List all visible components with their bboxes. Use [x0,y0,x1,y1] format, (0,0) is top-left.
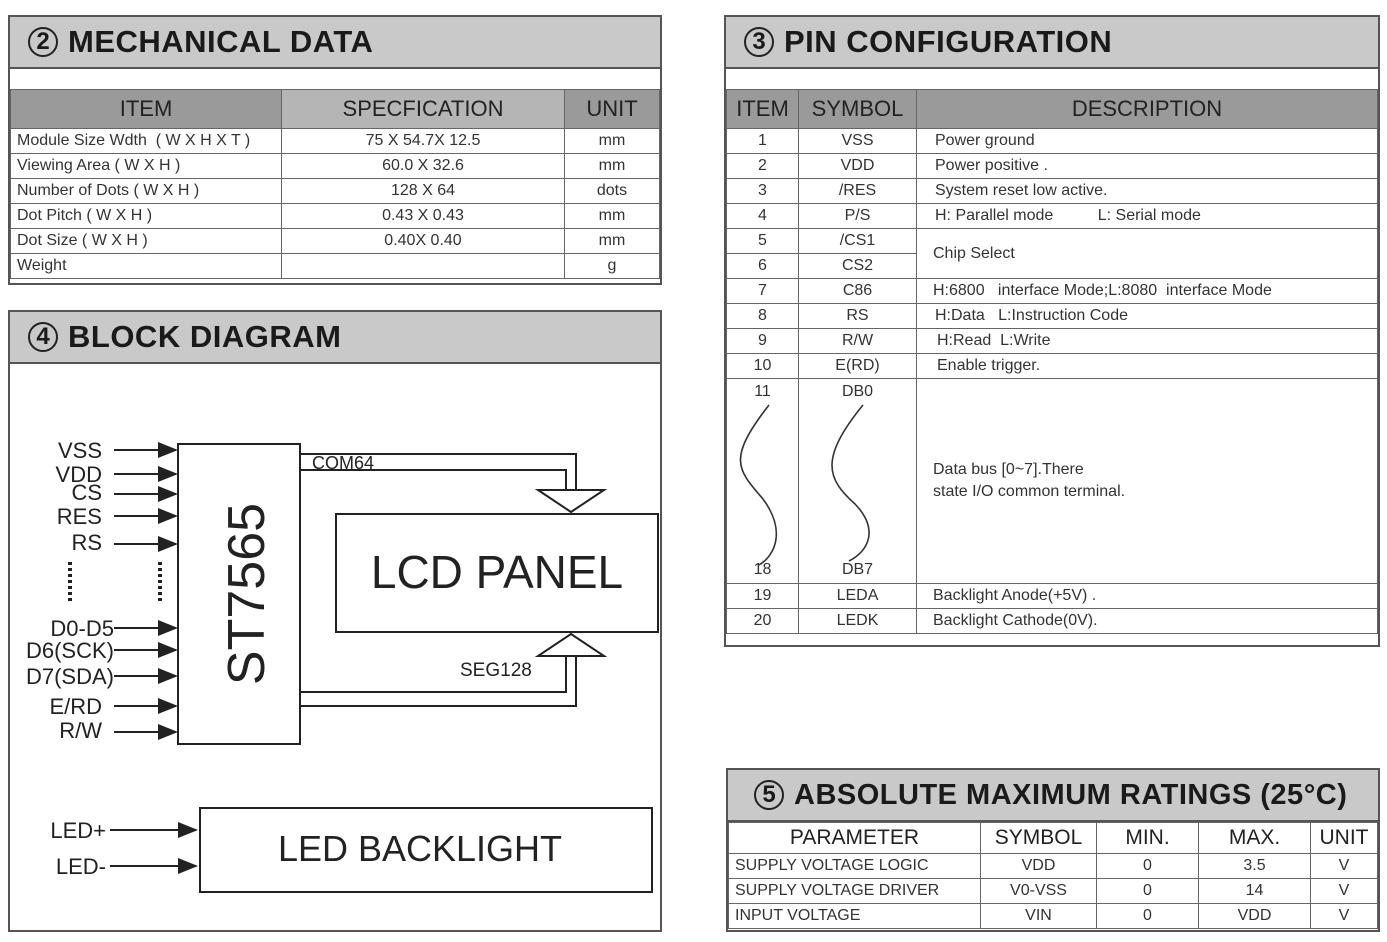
table-row [727,354,1378,379]
column-header-item: ITEM [727,90,799,129]
unit-cell: mm [565,204,660,229]
item-cell: Number of Dots ( W X H ) [11,179,282,204]
input-label-vdd: VDD [55,462,102,487]
section-title: BLOCK DIAGRAM [68,319,342,354]
spec-cell [282,254,565,279]
column-header-unit: UNIT [565,90,660,129]
symbol-cell: VSS [799,129,917,154]
item-cell: 3 [727,179,799,204]
symbol-cell: LEDK [799,609,917,634]
spec-cell: 0.43 X 0.43 [282,204,565,229]
description-cell: Power positive . [917,154,1378,179]
table-row [729,904,1378,929]
unit-cell: mm [565,229,660,254]
bus-squiggle-icon [799,379,917,583]
section-number-badge: 2 [28,27,58,57]
item-cell: 8 [727,304,799,329]
item-cell: 20 [727,609,799,634]
description-cell: System reset low active. [917,179,1378,204]
section-number-badge: 3 [744,27,774,57]
item-cell: 2 [727,154,799,179]
description-cell: Backlight Cathode(0V). [917,609,1378,634]
unit-cell: dots [565,179,660,204]
table-header-row [729,823,1378,854]
table-row [727,179,1378,204]
table-header-row [727,90,1378,129]
item-cell: Dot Pitch ( W X H ) [11,204,282,229]
column-header-symbol: SYMBOL [981,823,1097,854]
symbol-cell: V0-VSS [981,879,1097,904]
unit-cell: V [1311,904,1378,929]
bus-squiggle-icon [727,379,799,583]
max-cell: 3.5 [1199,854,1311,879]
com-connector-line [300,470,566,490]
symbol-cell: R/W [799,329,917,354]
table-row [727,279,1378,304]
table-row [727,329,1378,354]
spec-cell: 0.40X 0.40 [282,229,565,254]
table-row [11,179,660,204]
input-label-d0-d5: D0-D5 [50,616,114,641]
pin-configuration-table [726,89,1378,634]
unit-cell: mm [565,154,660,179]
item-cell: 10 [727,354,799,379]
mechanical-data-header [10,17,660,69]
column-header-specification: SPECFICATION [282,90,565,129]
bus-description-line: state I/O common terminal. [933,483,1126,500]
max-cell: VDD [1199,904,1311,929]
symbol-cell: E(RD) [799,354,917,379]
absolute-maximum-ratings-table [728,822,1378,929]
description-cell: Chip Select [917,229,1378,279]
input-label-r-w: R/W [59,718,102,743]
description-cell: H:6800 interface Mode;L:8080 interface Mode [917,279,1378,304]
column-header-min: MIN. [1097,823,1199,854]
led-plus-label: LED+ [50,818,106,843]
description-cell: Enable trigger. [917,354,1378,379]
input-label-e-rd: E/RD [49,694,102,719]
input-label-d7-sda: D7(SDA) [25,664,114,689]
section-number-badge: 4 [28,322,58,352]
symbol-cell: C86 [799,279,917,304]
column-header-symbol: SYMBOL [799,90,917,129]
bus-description-cell [917,379,1378,584]
mechanical-data-table [10,89,660,279]
absolute-maximum-ratings-header [728,770,1378,822]
table-row [11,204,660,229]
table-row [727,229,1378,254]
item-cell: 7 [727,279,799,304]
symbol-cell: LEDA [799,584,917,609]
parameter-cell: SUPPLY VOLTAGE DRIVER [729,879,981,904]
unit-cell: mm [565,129,660,154]
section-number-badge: 5 [754,780,784,810]
table-row [11,154,660,179]
description-cell: H:Read L:Write [917,329,1378,354]
column-header-unit: UNIT [1311,823,1378,854]
table-row [11,129,660,154]
unit-cell: V [1311,854,1378,879]
table-row [727,304,1378,329]
min-cell: 0 [1097,854,1199,879]
item-cell: 5 [727,229,799,254]
column-header-parameter: PARAMETER [729,823,981,854]
absolute-maximum-ratings-section [726,768,1380,932]
column-header-item: ITEM [11,90,282,129]
item-cell: 1 [727,129,799,154]
bus-description-line: Data bus [0~7].There [933,461,1084,478]
symbol-cell: RS [799,304,917,329]
item-cell: 19 [727,584,799,609]
led-input-labels [50,818,106,879]
item-cell: Weight [11,254,282,279]
bus-symbol-end: DB7 [841,561,874,578]
bus-item-cell [727,379,799,584]
parameter-cell: SUPPLY VOLTAGE LOGIC [729,854,981,879]
section-title: MECHANICAL DATA [68,24,374,59]
table-header-row [11,90,660,129]
com-label: COM64 [312,453,375,473]
bus-item-end: 18 [753,561,772,578]
input-label-d6-sck: D6(SCK) [25,638,114,663]
description-cell: H: Parallel mode L: Serial mode [917,204,1378,229]
controller-chip-label: ST7565 [218,502,276,686]
column-header-description: DESCRIPTION [917,90,1378,129]
table-row [727,204,1378,229]
table-row [11,254,660,279]
input-label-cs: CS [71,480,102,505]
max-cell: 14 [1199,879,1311,904]
symbol-cell: /RES [799,179,917,204]
input-label-vss: VSS [57,438,102,463]
unit-cell: V [1311,879,1378,904]
com-down-arrow [538,490,604,512]
symbol-cell: CS2 [799,254,917,279]
spec-cell: 75 X 54.7X 12.5 [282,129,565,154]
bus-item-start: 11 [754,383,771,400]
table-row [727,129,1378,154]
column-header-max: MAX. [1199,823,1311,854]
bus-symbol-start: DB0 [841,383,874,400]
mechanical-data-section [8,15,662,285]
block-diagram [10,364,660,930]
symbol-cell: P/S [799,204,917,229]
table-row [11,229,660,254]
seg-label: SEG128 [460,660,532,681]
item-cell: Viewing Area ( W X H ) [11,154,282,179]
bus-row [727,379,1378,584]
description-cell: Backlight Anode(+5V) . [917,584,1378,609]
spec-cell: 128 X 64 [282,179,565,204]
item-cell: Dot Size ( W X H ) [11,229,282,254]
section-title: PIN CONFIGURATION [784,24,1113,59]
seg-up-arrow [538,634,604,656]
led-backlight-label: LED BACKLIGHT [277,828,563,869]
table-row [729,879,1378,904]
block-diagram-header [10,312,660,364]
input-labels [26,438,114,743]
parameter-cell: INPUT VOLTAGE [729,904,981,929]
table-row [727,154,1378,179]
bus-symbol-cell [799,379,917,584]
symbol-cell: VIN [981,904,1097,929]
input-label-res: RES [56,504,102,529]
min-cell: 0 [1097,879,1199,904]
unit-cell: g [565,254,660,279]
item-cell: 6 [727,254,799,279]
min-cell: 0 [1097,904,1199,929]
pin-configuration-header [726,17,1378,69]
description-cell: Power ground [917,129,1378,154]
led-minus-label: LED- [55,854,106,879]
symbol-cell: VDD [981,854,1097,879]
input-label-rs: RS [71,530,102,555]
pin-configuration-section [724,15,1380,647]
block-diagram-section [8,310,662,932]
item-cell: Module Size Wdth ( W X H X T ) [11,129,282,154]
section-title: ABSOLUTE MAXIMUM RATINGS (25°C) [794,778,1348,811]
symbol-cell: VDD [799,154,917,179]
seg-connector-line [300,656,576,706]
table-row [727,609,1378,634]
item-cell: 4 [727,204,799,229]
table-row [729,854,1378,879]
spec-cell: 60.0 X 32.6 [282,154,565,179]
item-cell: 9 [727,329,799,354]
description-cell: H:Data L:Instruction Code [917,304,1378,329]
symbol-cell: /CS1 [799,229,917,254]
table-row [727,584,1378,609]
lcd-panel-label: LCD PANEL [370,546,624,598]
